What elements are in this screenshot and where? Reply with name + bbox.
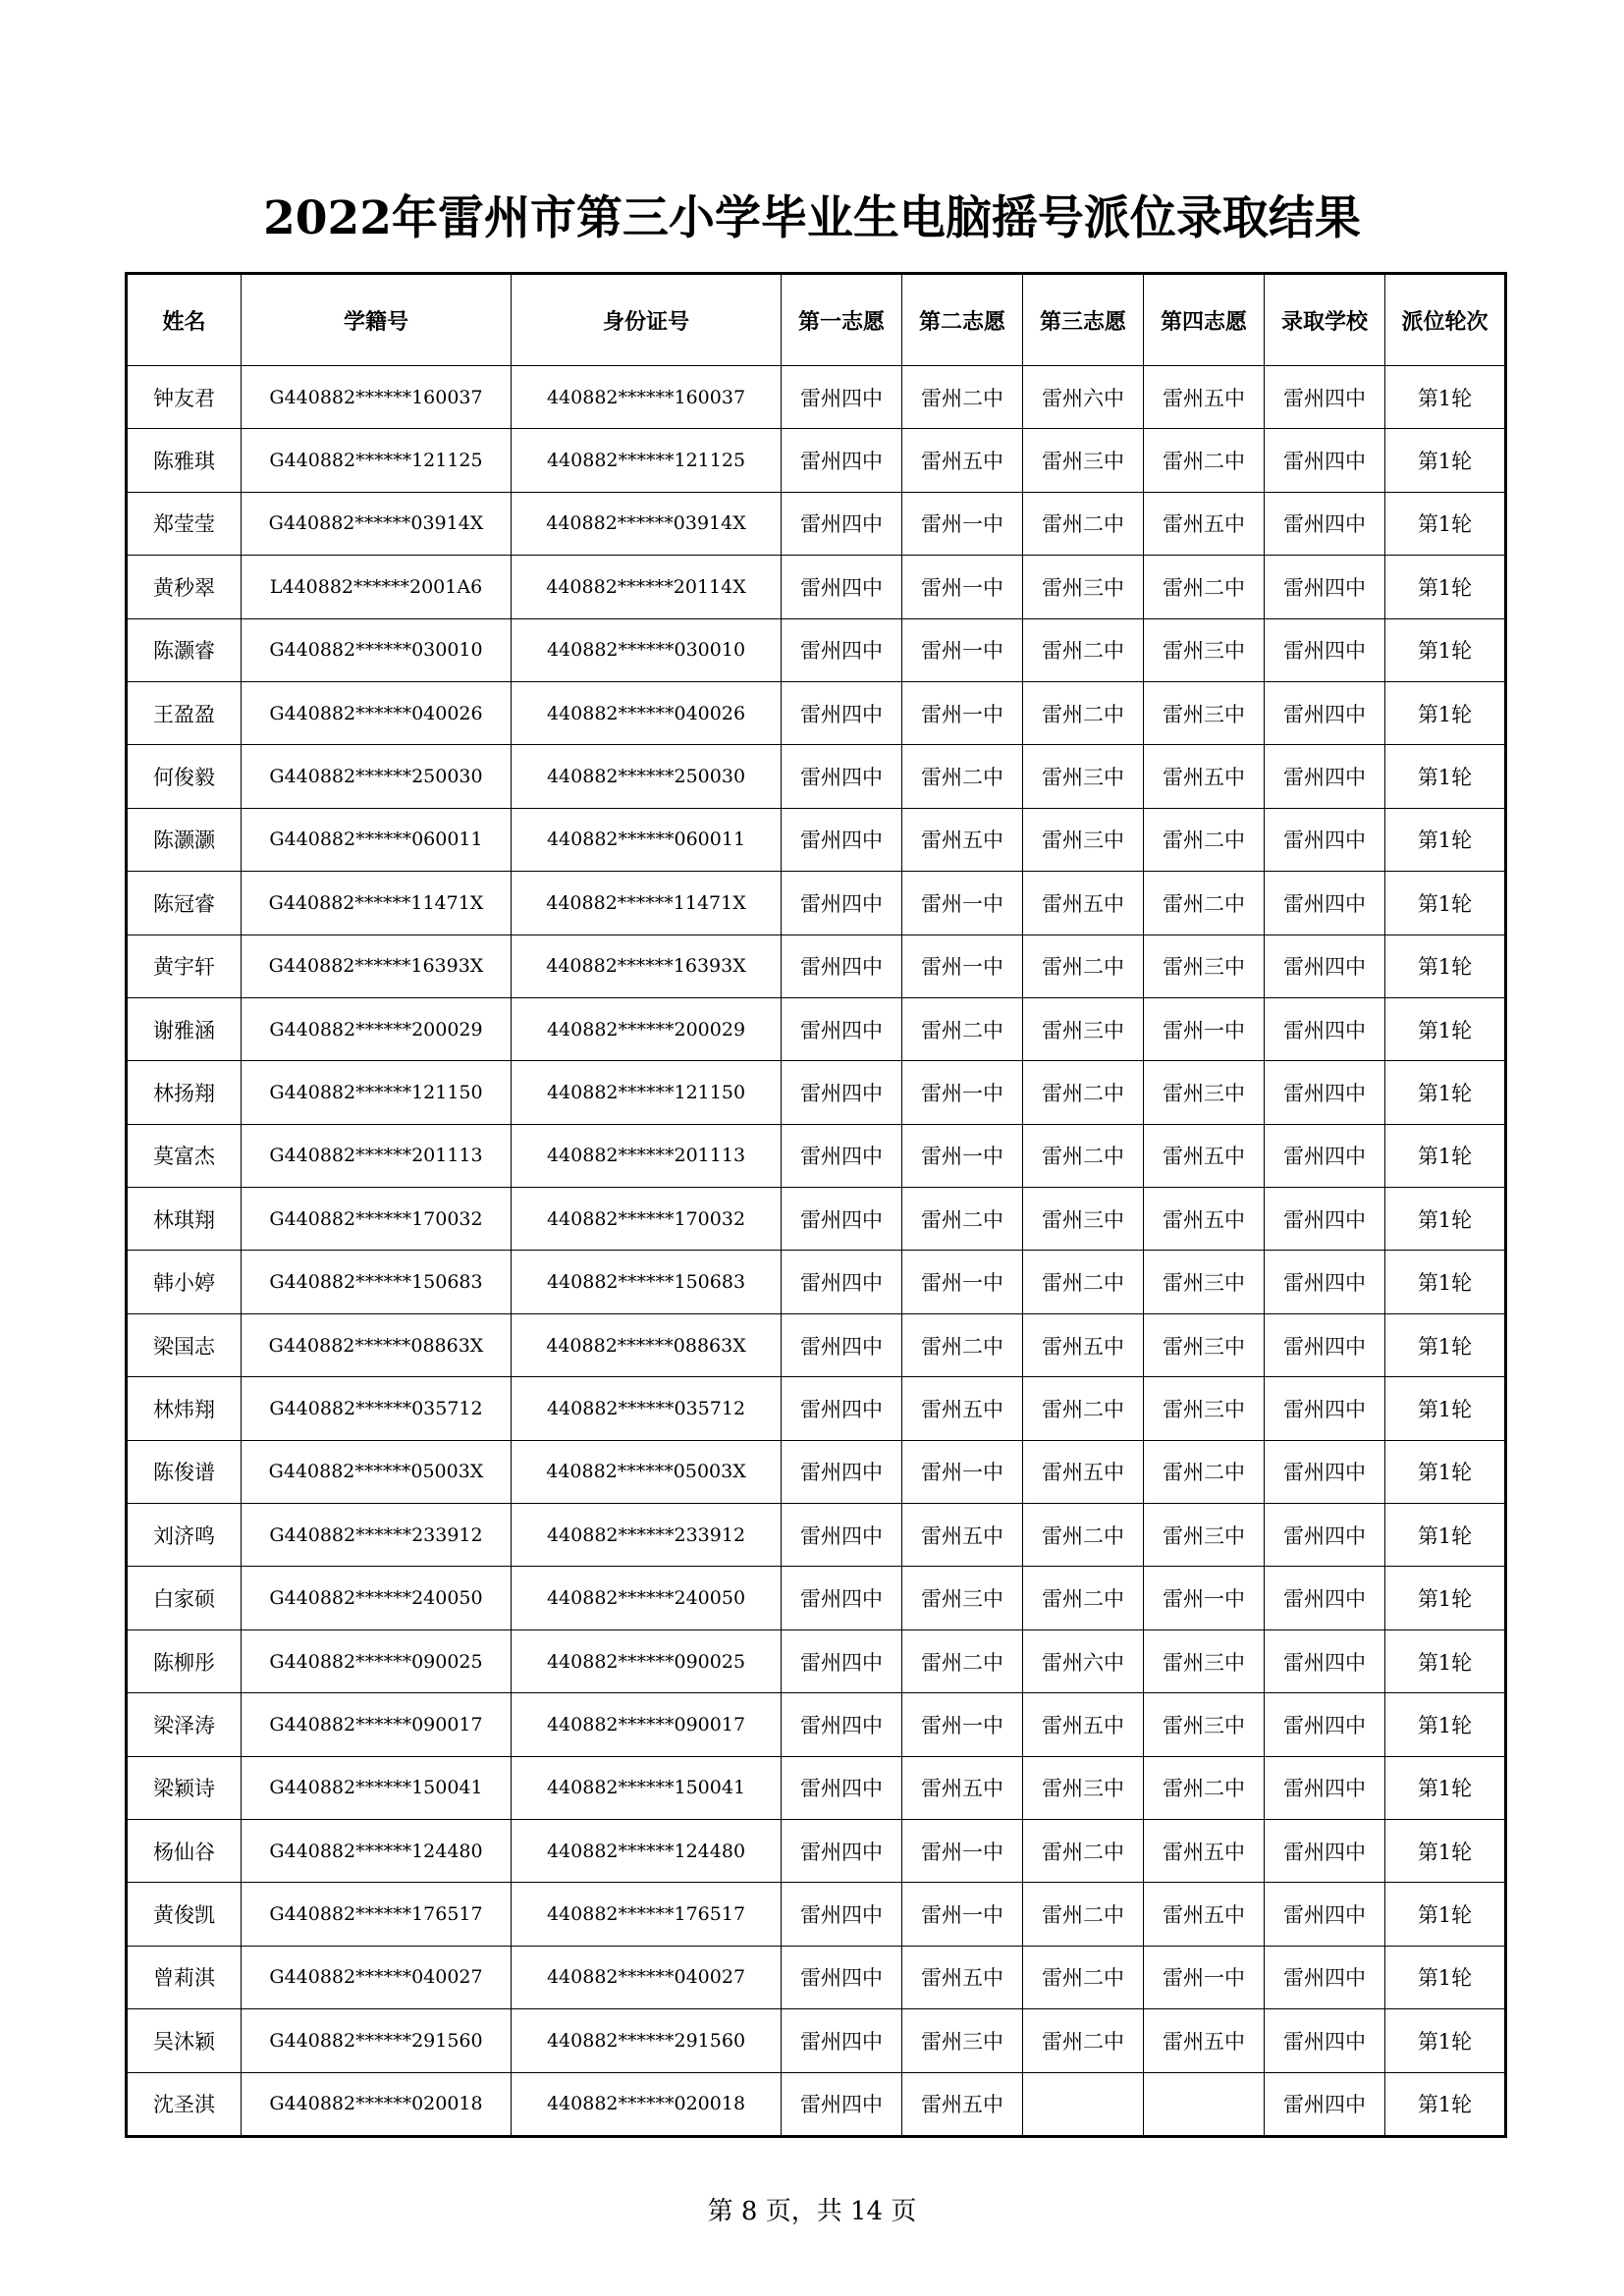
- cell-choice-4: 雷州五中: [1144, 745, 1265, 808]
- cell-admitted-school: 雷州四中: [1265, 1061, 1385, 1124]
- header-student-no: 学籍号: [242, 274, 512, 366]
- cell-admitted-school: 雷州四中: [1265, 808, 1385, 871]
- cell-round: 第1轮: [1385, 1567, 1506, 1629]
- cell-student-no: G440882******200029: [242, 997, 512, 1060]
- cell-name: 黄宇轩: [127, 934, 242, 997]
- cell-choice-3: 雷州五中: [1023, 1693, 1144, 1756]
- cell-choice-2: 雷州一中: [902, 1124, 1023, 1187]
- cell-id-no: 440882******233912: [512, 1504, 782, 1567]
- cell-choice-3: 雷州二中: [1023, 1061, 1144, 1124]
- cell-choice-1: 雷州四中: [782, 1946, 902, 2008]
- cell-choice-2: 雷州一中: [902, 1061, 1023, 1124]
- cell-choice-4: 雷州三中: [1144, 1313, 1265, 1376]
- cell-student-no: G440882******240050: [242, 1567, 512, 1629]
- table-row: [127, 1440, 1506, 1503]
- cell-choice-4: 雷州五中: [1144, 366, 1265, 429]
- cell-admitted-school: 雷州四中: [1265, 2072, 1385, 2136]
- cell-student-no: G440882******090025: [242, 1629, 512, 1692]
- cell-name: 吴沐颖: [127, 2009, 242, 2072]
- cell-admitted-school: 雷州四中: [1265, 681, 1385, 744]
- cell-name: 陈冠睿: [127, 872, 242, 934]
- cell-choice-1: 雷州四中: [782, 1693, 902, 1756]
- cell-admitted-school: 雷州四中: [1265, 1313, 1385, 1376]
- cell-id-no: 440882******040026: [512, 681, 782, 744]
- cell-name: 钟友君: [127, 366, 242, 429]
- cell-choice-2: 雷州一中: [902, 934, 1023, 997]
- cell-round: 第1轮: [1385, 997, 1506, 1060]
- cell-choice-3: 雷州二中: [1023, 1251, 1144, 1313]
- cell-choice-3: 雷州二中: [1023, 618, 1144, 681]
- cell-choice-2: 雷州五中: [902, 1756, 1023, 1819]
- cell-choice-3: [1023, 2072, 1144, 2136]
- table-row: [127, 1188, 1506, 1251]
- cell-id-no: 440882******090017: [512, 1693, 782, 1756]
- header-choice-2: 第二志愿: [902, 274, 1023, 366]
- cell-choice-1: 雷州四中: [782, 1061, 902, 1124]
- cell-choice-4: 雷州三中: [1144, 681, 1265, 744]
- table-row: [127, 934, 1506, 997]
- table-row: [127, 872, 1506, 934]
- cell-id-no: 440882******035712: [512, 1377, 782, 1440]
- cell-choice-2: 雷州二中: [902, 1188, 1023, 1251]
- cell-choice-3: 雷州二中: [1023, 1567, 1144, 1629]
- cell-choice-4: 雷州一中: [1144, 997, 1265, 1060]
- table-row: [127, 2009, 1506, 2072]
- cell-id-no: 440882******030010: [512, 618, 782, 681]
- cell-choice-3: 雷州二中: [1023, 1883, 1144, 1946]
- cell-admitted-school: 雷州四中: [1265, 745, 1385, 808]
- table-row: [127, 1693, 1506, 1756]
- cell-choice-2: 雷州二中: [902, 1313, 1023, 1376]
- cell-admitted-school: 雷州四中: [1265, 556, 1385, 618]
- cell-choice-4: 雷州五中: [1144, 1188, 1265, 1251]
- cell-round: 第1轮: [1385, 1629, 1506, 1692]
- cell-id-no: 440882******170032: [512, 1188, 782, 1251]
- table-row: [127, 1756, 1506, 1819]
- header-id-no: 身份证号: [512, 274, 782, 366]
- cell-choice-2: 雷州五中: [902, 1377, 1023, 1440]
- cell-choice-1: 雷州四中: [782, 1567, 902, 1629]
- cell-choice-2: 雷州一中: [902, 1251, 1023, 1313]
- cell-round: 第1轮: [1385, 1693, 1506, 1756]
- cell-student-no: G440882******08863X: [242, 1313, 512, 1376]
- cell-choice-4: [1144, 2072, 1265, 2136]
- cell-name: 黄俊凯: [127, 1883, 242, 1946]
- cell-choice-1: 雷州四中: [782, 366, 902, 429]
- cell-name: 梁国志: [127, 1313, 242, 1376]
- cell-round: 第1轮: [1385, 556, 1506, 618]
- cell-admitted-school: 雷州四中: [1265, 1629, 1385, 1692]
- cell-id-no: 440882******250030: [512, 745, 782, 808]
- cell-id-no: 440882******150041: [512, 1756, 782, 1819]
- cell-choice-1: 雷州四中: [782, 1819, 902, 1882]
- cell-choice-2: 雷州一中: [902, 618, 1023, 681]
- cell-round: 第1轮: [1385, 1124, 1506, 1187]
- cell-name: 王盈盈: [127, 681, 242, 744]
- cell-name: 何俊毅: [127, 745, 242, 808]
- cell-admitted-school: 雷州四中: [1265, 997, 1385, 1060]
- cell-name: 梁颖诗: [127, 1756, 242, 1819]
- cell-id-no: 440882******176517: [512, 1883, 782, 1946]
- cell-choice-3: 雷州二中: [1023, 1377, 1144, 1440]
- cell-id-no: 440882******240050: [512, 1567, 782, 1629]
- table-row: [127, 1377, 1506, 1440]
- cell-choice-3: 雷州五中: [1023, 872, 1144, 934]
- cell-student-no: G440882******201113: [242, 1124, 512, 1187]
- admission-results-table: [125, 272, 1507, 2138]
- cell-student-no: G440882******291560: [242, 2009, 512, 2072]
- table-header-row: [127, 274, 1506, 366]
- cell-choice-2: 雷州一中: [902, 1693, 1023, 1756]
- cell-id-no: 440882******160037: [512, 366, 782, 429]
- table-row: [127, 2072, 1506, 2136]
- cell-choice-1: 雷州四中: [782, 808, 902, 871]
- page-title: 2022年雷州市第三小学毕业生电脑摇号派位录取结果: [263, 191, 1361, 245]
- cell-choice-4: 雷州五中: [1144, 1819, 1265, 1882]
- header-round: 派位轮次: [1385, 274, 1506, 366]
- cell-round: 第1轮: [1385, 1313, 1506, 1376]
- cell-student-no: G440882******170032: [242, 1188, 512, 1251]
- table-row: [127, 1313, 1506, 1376]
- cell-admitted-school: 雷州四中: [1265, 618, 1385, 681]
- cell-id-no: 440882******05003X: [512, 1440, 782, 1503]
- cell-choice-4: 雷州二中: [1144, 429, 1265, 492]
- cell-choice-1: 雷州四中: [782, 1313, 902, 1376]
- cell-choice-3: 雷州二中: [1023, 2009, 1144, 2072]
- cell-choice-4: 雷州五中: [1144, 1883, 1265, 1946]
- cell-id-no: 440882******08863X: [512, 1313, 782, 1376]
- cell-round: 第1轮: [1385, 745, 1506, 808]
- cell-round: 第1轮: [1385, 429, 1506, 492]
- table-row: [127, 997, 1506, 1060]
- cell-choice-1: 雷州四中: [782, 2072, 902, 2136]
- cell-choice-3: 雷州二中: [1023, 681, 1144, 744]
- cell-name: 林琪翔: [127, 1188, 242, 1251]
- cell-admitted-school: 雷州四中: [1265, 1883, 1385, 1946]
- cell-choice-2: 雷州一中: [902, 492, 1023, 555]
- cell-choice-4: 雷州五中: [1144, 492, 1265, 555]
- cell-round: 第1轮: [1385, 872, 1506, 934]
- cell-name: 梁泽涛: [127, 1693, 242, 1756]
- cell-admitted-school: 雷州四中: [1265, 1693, 1385, 1756]
- cell-student-no: G440882******060011: [242, 808, 512, 871]
- cell-choice-2: 雷州五中: [902, 1946, 1023, 2008]
- cell-admitted-school: 雷州四中: [1265, 1251, 1385, 1313]
- cell-choice-3: 雷州二中: [1023, 492, 1144, 555]
- cell-id-no: 440882******060011: [512, 808, 782, 871]
- cell-admitted-school: 雷州四中: [1265, 1819, 1385, 1882]
- cell-student-no: G440882******176517: [242, 1883, 512, 1946]
- cell-admitted-school: 雷州四中: [1265, 429, 1385, 492]
- cell-choice-1: 雷州四中: [782, 934, 902, 997]
- cell-round: 第1轮: [1385, 1819, 1506, 1882]
- cell-student-no: G440882******250030: [242, 745, 512, 808]
- cell-student-no: G440882******150041: [242, 1756, 512, 1819]
- table-row: [127, 1061, 1506, 1124]
- cell-name: 林扬翔: [127, 1061, 242, 1124]
- cell-id-no: 440882******090025: [512, 1629, 782, 1692]
- table-row: [127, 1883, 1506, 1946]
- table-row: [127, 808, 1506, 871]
- cell-round: 第1轮: [1385, 1377, 1506, 1440]
- header-admitted-school: 录取学校: [1265, 274, 1385, 366]
- table-row: [127, 1504, 1506, 1567]
- cell-round: 第1轮: [1385, 1061, 1506, 1124]
- header-choice-4: 第四志愿: [1144, 274, 1265, 366]
- cell-choice-4: 雷州三中: [1144, 1377, 1265, 1440]
- cell-student-no: G440882******160037: [242, 366, 512, 429]
- cell-choice-3: 雷州五中: [1023, 1440, 1144, 1503]
- cell-admitted-school: 雷州四中: [1265, 366, 1385, 429]
- cell-choice-4: 雷州二中: [1144, 808, 1265, 871]
- cell-choice-1: 雷州四中: [782, 492, 902, 555]
- cell-choice-1: 雷州四中: [782, 2009, 902, 2072]
- cell-round: 第1轮: [1385, 492, 1506, 555]
- cell-round: 第1轮: [1385, 1946, 1506, 2008]
- cell-choice-3: 雷州三中: [1023, 808, 1144, 871]
- cell-student-no: G440882******090017: [242, 1693, 512, 1756]
- cell-choice-4: 雷州三中: [1144, 1504, 1265, 1567]
- cell-choice-1: 雷州四中: [782, 1629, 902, 1692]
- cell-choice-1: 雷州四中: [782, 681, 902, 744]
- table-row: [127, 556, 1506, 618]
- cell-name: 陈雅琪: [127, 429, 242, 492]
- table-body: [127, 366, 1506, 2137]
- cell-round: 第1轮: [1385, 2009, 1506, 2072]
- cell-admitted-school: 雷州四中: [1265, 1377, 1385, 1440]
- cell-admitted-school: 雷州四中: [1265, 1188, 1385, 1251]
- cell-choice-4: 雷州三中: [1144, 1251, 1265, 1313]
- cell-id-no: 440882******020018: [512, 2072, 782, 2136]
- cell-student-no: G440882******16393X: [242, 934, 512, 997]
- cell-admitted-school: 雷州四中: [1265, 1504, 1385, 1567]
- cell-round: 第1轮: [1385, 1251, 1506, 1313]
- header-choice-3: 第三志愿: [1023, 274, 1144, 366]
- cell-id-no: 440882******16393X: [512, 934, 782, 997]
- cell-choice-1: 雷州四中: [782, 1377, 902, 1440]
- cell-choice-3: 雷州三中: [1023, 745, 1144, 808]
- cell-choice-3: 雷州六中: [1023, 366, 1144, 429]
- cell-choice-4: 雷州一中: [1144, 1567, 1265, 1629]
- cell-name: 黄秒翠: [127, 556, 242, 618]
- cell-choice-4: 雷州二中: [1144, 872, 1265, 934]
- cell-id-no: 440882******121150: [512, 1061, 782, 1124]
- cell-round: 第1轮: [1385, 681, 1506, 744]
- cell-choice-4: 雷州二中: [1144, 1440, 1265, 1503]
- table-row: [127, 1819, 1506, 1882]
- cell-student-no: G440882******040026: [242, 681, 512, 744]
- cell-choice-1: 雷州四中: [782, 1188, 902, 1251]
- table-row: [127, 745, 1506, 808]
- cell-choice-1: 雷州四中: [782, 1440, 902, 1503]
- cell-choice-4: 雷州五中: [1144, 2009, 1265, 2072]
- cell-choice-4: 雷州三中: [1144, 1693, 1265, 1756]
- cell-choice-1: 雷州四中: [782, 745, 902, 808]
- cell-student-no: G440882******05003X: [242, 1440, 512, 1503]
- cell-admitted-school: 雷州四中: [1265, 492, 1385, 555]
- cell-student-no: G440882******035712: [242, 1377, 512, 1440]
- cell-round: 第1轮: [1385, 934, 1506, 997]
- cell-choice-4: 雷州三中: [1144, 934, 1265, 997]
- cell-choice-1: 雷州四中: [782, 1883, 902, 1946]
- cell-choice-2: 雷州五中: [902, 1504, 1023, 1567]
- cell-name: 白家硕: [127, 1567, 242, 1629]
- cell-id-no: 440882******124480: [512, 1819, 782, 1882]
- cell-student-no: G440882******11471X: [242, 872, 512, 934]
- cell-admitted-school: 雷州四中: [1265, 1756, 1385, 1819]
- cell-admitted-school: 雷州四中: [1265, 934, 1385, 997]
- cell-choice-1: 雷州四中: [782, 1756, 902, 1819]
- cell-id-no: 440882******200029: [512, 997, 782, 1060]
- cell-choice-2: 雷州二中: [902, 366, 1023, 429]
- cell-round: 第1轮: [1385, 1188, 1506, 1251]
- cell-choice-2: 雷州三中: [902, 1567, 1023, 1629]
- cell-choice-3: 雷州三中: [1023, 556, 1144, 618]
- cell-choice-4: 雷州三中: [1144, 1629, 1265, 1692]
- table-row: [127, 681, 1506, 744]
- cell-choice-3: 雷州三中: [1023, 1756, 1144, 1819]
- cell-choice-2: 雷州一中: [902, 1883, 1023, 1946]
- cell-choice-2: 雷州五中: [902, 2072, 1023, 2136]
- table-row: [127, 366, 1506, 429]
- cell-student-no: G440882******030010: [242, 618, 512, 681]
- cell-name: 郑莹莹: [127, 492, 242, 555]
- cell-name: 谢雅涵: [127, 997, 242, 1060]
- cell-choice-2: 雷州一中: [902, 1819, 1023, 1882]
- cell-choice-2: 雷州一中: [902, 872, 1023, 934]
- cell-round: 第1轮: [1385, 1504, 1506, 1567]
- cell-choice-4: 雷州五中: [1144, 1124, 1265, 1187]
- cell-choice-4: 雷州二中: [1144, 556, 1265, 618]
- cell-choice-2: 雷州二中: [902, 1629, 1023, 1692]
- cell-round: 第1轮: [1385, 1883, 1506, 1946]
- cell-student-no: G440882******233912: [242, 1504, 512, 1567]
- cell-student-no: G440882******121150: [242, 1061, 512, 1124]
- cell-choice-4: 雷州三中: [1144, 1061, 1265, 1124]
- cell-name: 刘济鸣: [127, 1504, 242, 1567]
- table-row: [127, 618, 1506, 681]
- cell-name: 莫富杰: [127, 1124, 242, 1187]
- header-name: 姓名: [127, 274, 242, 366]
- cell-choice-1: 雷州四中: [782, 556, 902, 618]
- cell-choice-1: 雷州四中: [782, 872, 902, 934]
- cell-choice-2: 雷州一中: [902, 1440, 1023, 1503]
- cell-admitted-school: 雷州四中: [1265, 1567, 1385, 1629]
- cell-choice-1: 雷州四中: [782, 997, 902, 1060]
- cell-choice-2: 雷州一中: [902, 556, 1023, 618]
- cell-choice-1: 雷州四中: [782, 429, 902, 492]
- table-row: [127, 492, 1506, 555]
- cell-choice-3: 雷州二中: [1023, 934, 1144, 997]
- cell-name: 林炜翔: [127, 1377, 242, 1440]
- cell-id-no: 440882******291560: [512, 2009, 782, 2072]
- cell-name: 沈圣淇: [127, 2072, 242, 2136]
- table-row: [127, 1946, 1506, 2008]
- table-row: [127, 1251, 1506, 1313]
- cell-choice-3: 雷州二中: [1023, 1504, 1144, 1567]
- cell-round: 第1轮: [1385, 808, 1506, 871]
- table-row: [127, 1629, 1506, 1692]
- cell-round: 第1轮: [1385, 2072, 1506, 2136]
- cell-round: 第1轮: [1385, 1756, 1506, 1819]
- cell-id-no: 440882******20114X: [512, 556, 782, 618]
- table-row: [127, 1124, 1506, 1187]
- cell-choice-3: 雷州三中: [1023, 429, 1144, 492]
- cell-name: 陈灏睿: [127, 618, 242, 681]
- cell-choice-1: 雷州四中: [782, 1251, 902, 1313]
- cell-student-no: L440882******2001A6: [242, 556, 512, 618]
- cell-choice-2: 雷州五中: [902, 808, 1023, 871]
- cell-choice-2: 雷州一中: [902, 681, 1023, 744]
- cell-round: 第1轮: [1385, 366, 1506, 429]
- cell-choice-4: 雷州二中: [1144, 1756, 1265, 1819]
- cell-choice-4: 雷州一中: [1144, 1946, 1265, 2008]
- cell-choice-1: 雷州四中: [782, 1504, 902, 1567]
- cell-id-no: 440882******150683: [512, 1251, 782, 1313]
- cell-student-no: G440882******040027: [242, 1946, 512, 2008]
- cell-admitted-school: 雷州四中: [1265, 1440, 1385, 1503]
- cell-admitted-school: 雷州四中: [1265, 1946, 1385, 2008]
- cell-name: 杨仙谷: [127, 1819, 242, 1882]
- cell-student-no: G440882******124480: [242, 1819, 512, 1882]
- cell-name: 陈俊谱: [127, 1440, 242, 1503]
- cell-student-no: G440882******020018: [242, 2072, 512, 2136]
- cell-id-no: 440882******121125: [512, 429, 782, 492]
- table-row: [127, 429, 1506, 492]
- cell-id-no: 440882******03914X: [512, 492, 782, 555]
- cell-choice-4: 雷州三中: [1144, 618, 1265, 681]
- cell-choice-3: 雷州二中: [1023, 1946, 1144, 2008]
- cell-id-no: 440882******040027: [512, 1946, 782, 2008]
- cell-choice-2: 雷州三中: [902, 2009, 1023, 2072]
- cell-id-no: 440882******11471X: [512, 872, 782, 934]
- cell-name: 曾莉淇: [127, 1946, 242, 2008]
- page-footer: 第 8 页，共 14 页: [707, 2197, 917, 2226]
- cell-choice-1: 雷州四中: [782, 618, 902, 681]
- cell-round: 第1轮: [1385, 618, 1506, 681]
- cell-choice-3: 雷州六中: [1023, 1629, 1144, 1692]
- cell-choice-3: 雷州三中: [1023, 997, 1144, 1060]
- cell-choice-1: 雷州四中: [782, 1124, 902, 1187]
- cell-choice-2: 雷州二中: [902, 745, 1023, 808]
- cell-admitted-school: 雷州四中: [1265, 1124, 1385, 1187]
- cell-choice-3: 雷州二中: [1023, 1124, 1144, 1187]
- cell-name: 陈灏灏: [127, 808, 242, 871]
- header-choice-1: 第一志愿: [782, 274, 902, 366]
- cell-choice-2: 雷州五中: [902, 429, 1023, 492]
- table-row: [127, 1567, 1506, 1629]
- cell-name: 陈柳彤: [127, 1629, 242, 1692]
- cell-admitted-school: 雷州四中: [1265, 2009, 1385, 2072]
- cell-choice-3: 雷州三中: [1023, 1188, 1144, 1251]
- cell-student-no: G440882******121125: [242, 429, 512, 492]
- cell-admitted-school: 雷州四中: [1265, 872, 1385, 934]
- cell-name: 韩小婷: [127, 1251, 242, 1313]
- cell-student-no: G440882******150683: [242, 1251, 512, 1313]
- cell-choice-2: 雷州二中: [902, 997, 1023, 1060]
- cell-round: 第1轮: [1385, 1440, 1506, 1503]
- cell-choice-3: 雷州五中: [1023, 1313, 1144, 1376]
- cell-student-no: G440882******03914X: [242, 492, 512, 555]
- cell-choice-3: 雷州二中: [1023, 1819, 1144, 1882]
- cell-id-no: 440882******201113: [512, 1124, 782, 1187]
